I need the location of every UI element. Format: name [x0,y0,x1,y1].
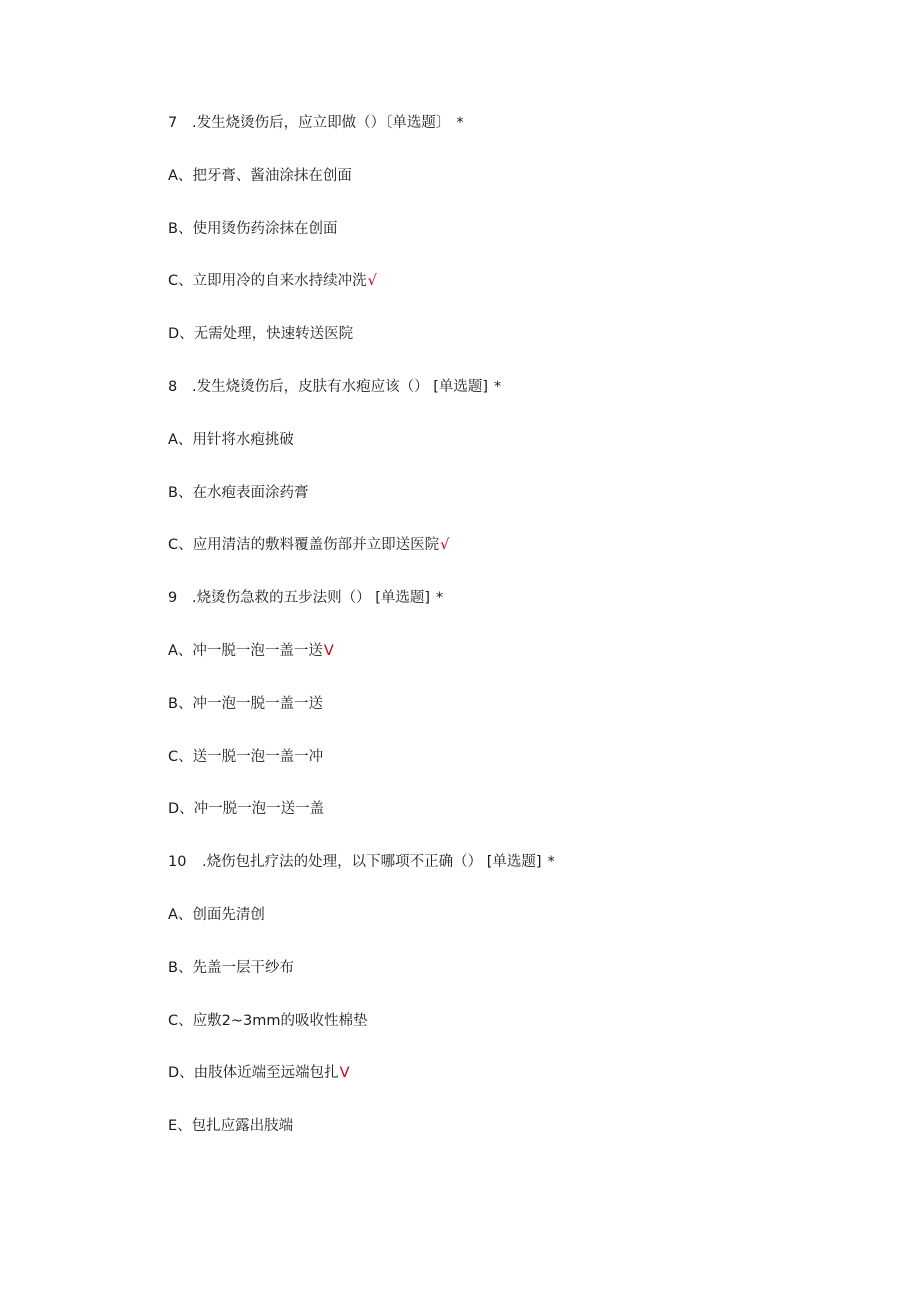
question-10-stem [168,849,868,902]
question-number: 8 [168,378,178,395]
question-text: .发生烧烫伤后，皮肤有水疱应该（） [单选题] [192,378,489,395]
required-marker: * [494,378,502,395]
question-10-option-a [168,902,868,955]
question-8-option-a [168,427,868,480]
question-10-option-e [168,1113,868,1166]
correct-answer-mark: V [323,642,334,659]
question-9-option-a [168,638,868,691]
required-marker: * [436,590,444,607]
question-10-option-c [168,1008,868,1061]
question-text: .烧烫伤急救的五步法则（） [单选题] [192,590,431,607]
option-label: D、由肢体近端至远端包扎 [168,1065,339,1082]
option-label: A、用针将水疱挑破 [168,431,294,448]
required-marker: * [547,854,555,871]
question-8-option-b [168,480,868,533]
option-label: B、使用烫伤药涂抹在创面 [168,220,338,237]
option-label: A、创面先清创 [168,906,265,923]
question-number: 7 [168,115,178,131]
correct-answer-mark: √ [367,273,377,290]
option-label: A、把牙膏、酱油涂抹在创面 [168,167,352,184]
question-8-option-c [168,532,868,585]
option-label: D、无需处理，快速转送医院 [168,326,354,343]
question-7-option-c [168,268,868,321]
question-number: 10 [168,854,187,871]
question-7-option-a [168,163,868,216]
option-label: B、先盖一层干纱布 [168,959,294,976]
option-label: E、包扎应露出肢端 [168,1118,294,1135]
required-marker: * [456,115,464,131]
correct-answer-mark: V [339,1065,350,1082]
question-text: .烧伤包扎疗法的处理，以下哪项不正确（） [单选题] [202,854,542,871]
question-9-option-c [168,744,868,797]
option-label: D、冲一脱一泡一送一盖 [168,801,325,818]
question-9-option-d [168,796,868,849]
option-label: B、冲一泡一脱一盖一送 [168,695,323,712]
question-7-option-b [168,216,868,269]
question-8-stem [168,374,868,427]
option-label: C、应用清洁的敷料覆盖伤部并立即送医院 [168,537,440,554]
option-label: C、立即用冷的自来水持续冲洗 [168,273,367,290]
question-10-option-b [168,955,868,1008]
question-number: 9 [168,590,178,607]
question-9-stem [168,585,868,638]
question-7-stem [168,110,868,163]
question-text: .发生烧烫伤后，应立即做（）〔单选题〕 [192,115,451,131]
option-label: C、应敷2~3mm的吸收性棉垫 [168,1012,368,1029]
question-9-option-b [168,691,868,744]
question-10-option-d [168,1060,868,1113]
option-label: C、送一脱一泡一盖一冲 [168,748,324,765]
question-7-option-d [168,321,868,374]
option-label: B、在水疱表面涂药膏 [168,484,309,501]
correct-answer-mark: √ [440,537,450,554]
option-label: A、冲一脱一泡一盖一送 [168,642,323,659]
question-document [168,110,868,1166]
